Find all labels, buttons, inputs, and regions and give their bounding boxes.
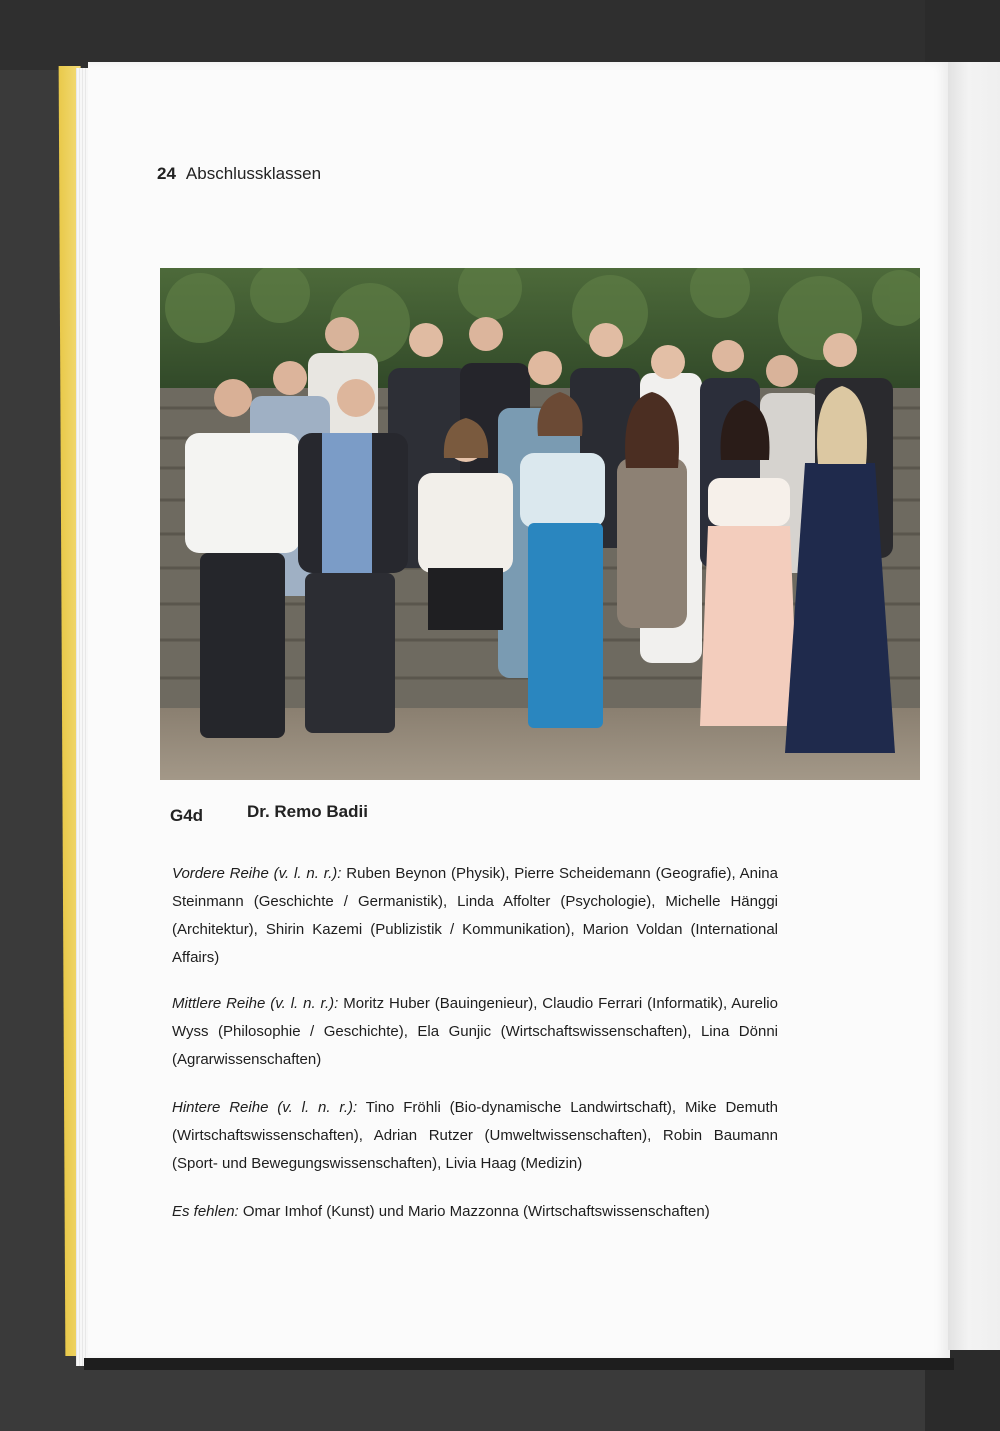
class-photo-illustration	[160, 268, 920, 780]
back-row-caption	[172, 1094, 778, 1178]
missing-label: Es fehlen:	[172, 1203, 239, 1220]
back-row-names: Tino Fröhli (Bio-dynamische Landwirtschaft), Mike Demuth (Wirtschaftswissenschaften), Adrian Rutzer (Umweltwissenschaften), Robin Baumann (Sport- und Bewegungswissenschaften), Livia Haag (Medizin)	[172, 1099, 778, 1172]
front-row-caption	[172, 860, 778, 972]
class-code: G4d	[170, 806, 204, 825]
class-photo	[160, 268, 920, 780]
facing-page-edge	[948, 62, 1000, 1350]
running-header	[157, 164, 321, 184]
page-number: 24	[157, 164, 176, 183]
middle-row-caption	[172, 990, 778, 1074]
middle-row-names: Moritz Huber (Bauingenieur), Claudio Ferrari (Informatik), Aurelio Wyss (Philosophie / Geschichte), Ela Gunjic (Wirtschaftswissenschaften), Lina Dönni (Agrarwissenschaften)	[172, 995, 778, 1068]
missing-caption	[172, 1198, 778, 1226]
section-title: Abschlussklassen	[185, 164, 322, 183]
front-row-label: Vordere Reihe (v. l. n. r.):	[172, 865, 342, 882]
backdrop	[0, 0, 1000, 70]
page-shadow	[84, 1358, 954, 1370]
class-teacher: Dr. Remo Badii	[247, 802, 368, 821]
middle-row-label: Mittlere Reihe (v. l. n. r.):	[172, 995, 339, 1012]
back-row-label: Hintere Reihe (v. l. n. r.):	[172, 1099, 358, 1116]
front-row-names: Ruben Beynon (Physik), Pierre Scheidemann (Geografie), Anina Steinmann (Geschichte / Germanistik), Linda Affolter (Psychologie), Michelle Hänggi (Architektur), Shirin Kazemi (Publizistik / Kommunikation), Marion Voldan (International Affairs)	[172, 865, 778, 966]
missing-names: Omar Imhof (Kunst) und Mario Mazzonna (Wirtschaftswissenschaften)	[242, 1203, 710, 1220]
